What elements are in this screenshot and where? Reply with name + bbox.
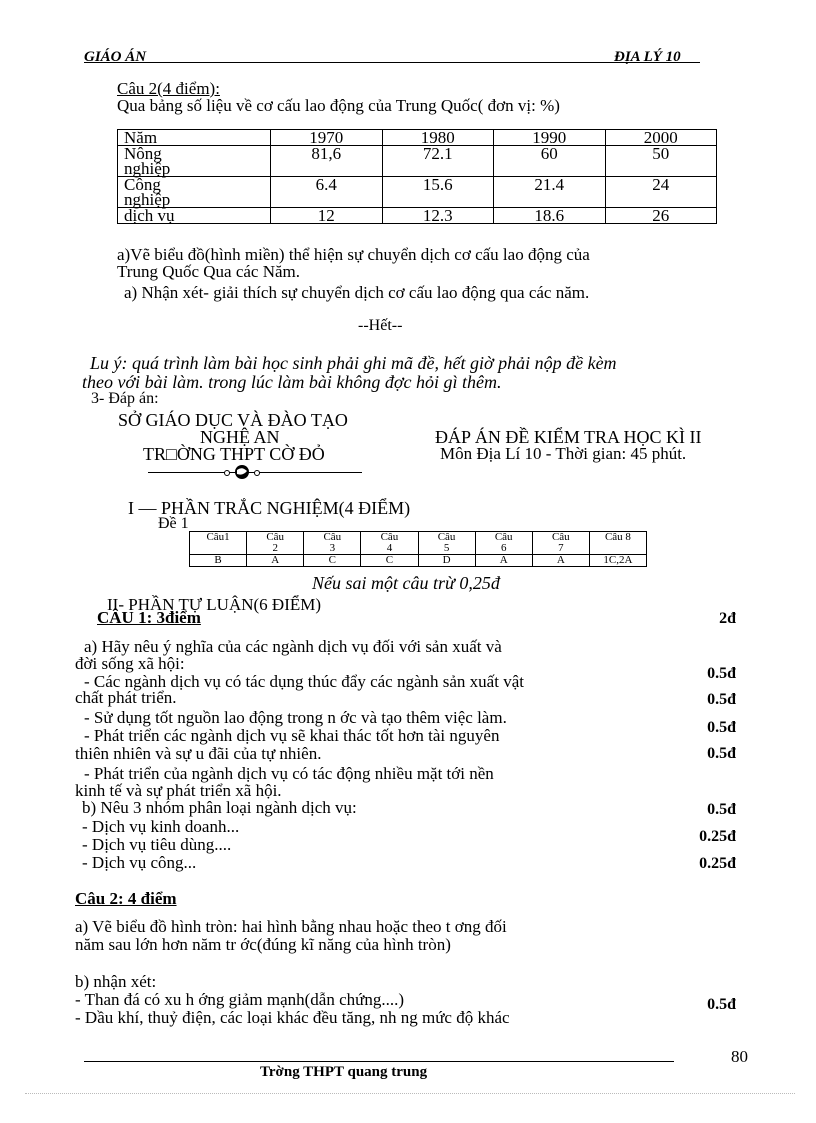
- table-cell: 12: [271, 208, 383, 224]
- table-cell: 72.1: [382, 146, 494, 177]
- table-cell: A: [247, 555, 304, 567]
- c1-points: 0.5đ: [707, 691, 736, 708]
- c1-a-item4-line1: - Phát triển của ngành dịch vụ có tác động nhiều mặt tới nền: [84, 764, 494, 783]
- part1-heading: I — PHẦN TRẮC NGHIỆM(4 ĐIỂM): [128, 498, 411, 518]
- c1-a-item4-line2: kinh tế và sự phát triển xã hội.: [75, 781, 282, 800]
- q2-intro: Qua bảng số liệu về cơ cấu lao động của Trung Quốc( đơn vị: %): [117, 96, 560, 115]
- de-label: Đề 1: [158, 515, 189, 532]
- answer-table: [189, 531, 647, 567]
- table-header-cell: 2000: [605, 130, 717, 146]
- c2-b-item2: - Dầu khí, thuỷ điện, các loại khác đều tăng, nh ng mức độ khác: [75, 1008, 510, 1027]
- table-cell: 50: [605, 146, 717, 177]
- table-cell: 81,6: [271, 146, 383, 177]
- table-cell: 24: [605, 177, 717, 208]
- page-number: 80: [731, 1047, 748, 1066]
- table-header-cell: Câu 6: [475, 532, 532, 555]
- school-line2: NGHỆ AN: [200, 427, 280, 447]
- table-row: [190, 555, 647, 567]
- header-rule: [84, 62, 700, 63]
- c1-a-item3-line1: - Phát triển các ngành dịch vụ sẽ khai thác tốt hơn tài nguyên: [84, 726, 500, 745]
- c1-title: CÂU 1: 3điểm: [97, 608, 201, 627]
- table-header-cell: 1970: [271, 130, 383, 146]
- c1-a-item2: - Sử dụng tốt nguồn lao động trong n ớc và tạo thêm việc làm.: [84, 708, 507, 727]
- q2-title: Câu 2(4 điểm):: [117, 79, 220, 98]
- table-cell: A: [532, 555, 589, 567]
- c2-points: 0.5đ: [707, 996, 736, 1013]
- table-header-cell: Câu 3: [304, 532, 361, 555]
- c1-b-item3: - Dịch vụ công...: [82, 853, 197, 872]
- table-header-cell: Năm: [118, 130, 271, 146]
- c1-a-item1-line1: - Các ngành dịch vụ có tác dụng thúc đẩy các ngành sản xuất vật: [84, 672, 524, 691]
- part2-heading: II- PHẦN TỰ LUẬN(6 ĐIỂM): [107, 595, 322, 614]
- table-row: [118, 130, 717, 146]
- labour-table: [117, 129, 717, 224]
- c1-points: 0.25đ: [699, 855, 736, 872]
- table-cell: 15.6: [382, 177, 494, 208]
- answer-heading: 3- Đáp án:: [91, 390, 159, 407]
- table-row: [118, 146, 717, 177]
- q2-task-a-line1: a)Vẽ biểu đồ(hình miền) thể hiện sự chuyển dịch cơ cấu lao động của: [117, 245, 590, 264]
- table-cell: dịch vụ: [118, 208, 271, 224]
- footer-school: Trờng THPT quang trung: [260, 1064, 428, 1080]
- c2-b-item1: - Than đá có xu h ớng giảm mạnh(dẫn chứng....): [75, 990, 405, 1009]
- table-cell: 12.3: [382, 208, 494, 224]
- table-row: [118, 208, 717, 224]
- table-header-cell: Câu 5: [418, 532, 475, 555]
- note-line2: theo với bài làm. trong lúc làm bài không đợc hỏi gì thêm.: [82, 372, 502, 392]
- school-line3: TR□ỜNG THPT CỜ ĐỎ: [143, 444, 325, 464]
- table-header-cell: Câu 7: [532, 532, 589, 555]
- c1-b-question: b) Nêu 3 nhóm phân loại ngành dịch vụ:: [82, 798, 357, 817]
- exam-subtitle: Môn Địa Lí 10 - Thời gian: 45 phút.: [440, 444, 687, 463]
- penalty-note: Nếu sai một câu trừ 0,25đ: [312, 573, 500, 593]
- q2-task-a-line2: Trung Quốc Qua các Năm.: [117, 262, 301, 281]
- note-line1: Lu ý: quá trình làm bài học sinh phải ghi mã đề, hết giờ phải nộp đề kèm: [90, 353, 617, 373]
- table-cell: C: [361, 555, 418, 567]
- table-header-cell: 1980: [382, 130, 494, 146]
- c1-points: 0.5đ: [707, 719, 736, 736]
- c1-points: 0.5đ: [707, 801, 736, 818]
- footer-rule: [84, 1061, 674, 1062]
- table-cell: A: [475, 555, 532, 567]
- table-cell: 26: [605, 208, 717, 224]
- table-header-cell: Câu 4: [361, 532, 418, 555]
- table-cell: B: [190, 555, 247, 567]
- globe-ornament-icon: [222, 463, 262, 481]
- table-cell: Công nghiệp: [118, 177, 271, 208]
- table-header-cell: Câu 2: [247, 532, 304, 555]
- c2-title: Câu 2: 4 điểm: [75, 889, 177, 908]
- header-left: GIÁO ÁN: [84, 49, 147, 65]
- c1-points: 0.5đ: [707, 665, 736, 682]
- table-cell: Nông nghiệp: [118, 146, 271, 177]
- c1-a-item1-line2: chất phát triển.: [75, 688, 177, 707]
- c1-points: 0.5đ: [707, 745, 736, 762]
- table-cell: 6.4: [271, 177, 383, 208]
- c1-b-item2: - Dịch vụ tiêu dùng....: [82, 835, 232, 854]
- c2-a-line1: a) Vẽ biểu đồ hình tròn: hai hình bằng nhau hoặc theo t ơng đối: [75, 917, 507, 936]
- exam-title: ĐÁP ÁN ĐỀ KIỂM TRA HỌC KÌ II: [435, 427, 702, 447]
- c1-a-question-line2: đời sống xã hội:: [75, 654, 185, 673]
- header-right: ĐỊA LÝ 10: [614, 49, 681, 65]
- table-header-cell: Câu 8: [589, 532, 646, 555]
- table-cell: 1C,2A: [589, 555, 646, 567]
- table-row: [118, 177, 717, 208]
- page-bottom-border: [25, 1093, 795, 1094]
- c1-b-item1: - Dịch vụ kinh doanh...: [82, 817, 240, 836]
- c1-points: 0.25đ: [699, 828, 736, 845]
- end-marker: --Hết--: [358, 317, 403, 334]
- table-cell: 18.6: [494, 208, 606, 224]
- c1-a-question-line1: a) Hãy nêu ý nghĩa của các ngành dịch vụ đối với sản xuất và: [84, 637, 502, 656]
- c1-total-points: 2đ: [719, 610, 736, 627]
- c2-a-line2: năm sau lớn hơn năm tr ớc(đúng kĩ năng của hình tròn): [75, 935, 451, 954]
- table-cell: D: [418, 555, 475, 567]
- q2-task-b: a) Nhận xét- giải thích sự chuyển dịch cơ cấu lao động qua các năm.: [124, 283, 590, 302]
- c1-a-item3-line2: thiên nhiên và sự u đãi của tự nhiên.: [75, 744, 322, 763]
- table-header-cell: 1990: [494, 130, 606, 146]
- table-cell: 21.4: [494, 177, 606, 208]
- table-row: [190, 532, 647, 555]
- table-cell: 60: [494, 146, 606, 177]
- school-line1: SỞ GIÁO DỤC VÀ ĐÀO TẠO: [118, 410, 348, 430]
- table-cell: C: [304, 555, 361, 567]
- c2-b-heading: b) nhận xét:: [75, 972, 157, 991]
- table-header-cell: Câu1: [190, 532, 247, 555]
